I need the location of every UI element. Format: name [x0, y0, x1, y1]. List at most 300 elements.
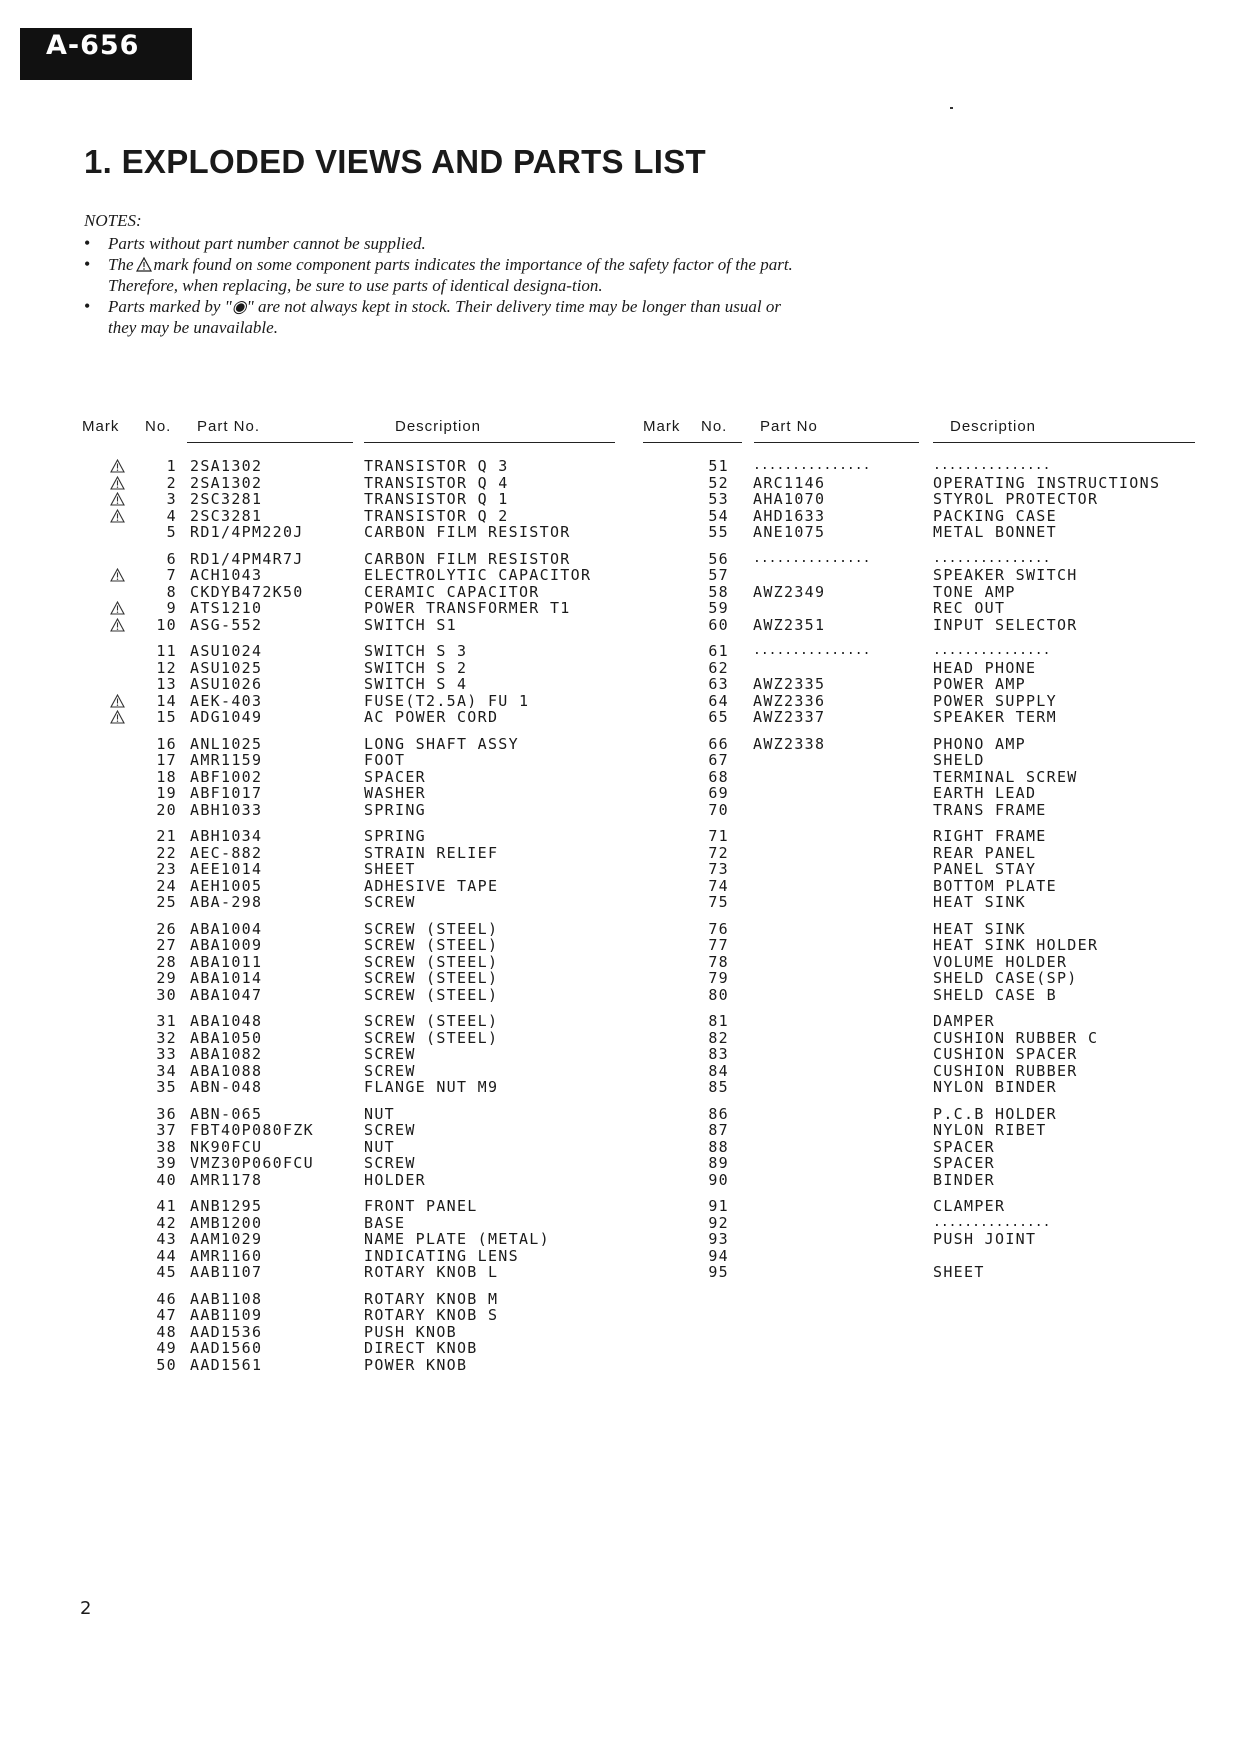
part-number: ABN-048	[190, 1078, 263, 1096]
part-number: AAD1536	[190, 1322, 263, 1341]
table-row	[643, 1155, 1195, 1172]
part-number: AWZ2337	[753, 708, 826, 726]
part-item-number: 77	[708, 936, 729, 954]
row-group	[643, 458, 1195, 541]
part-item-number: 46	[156, 1289, 177, 1308]
part-number: AEC-882	[190, 843, 263, 862]
part-description: PHONO AMP	[933, 734, 1026, 753]
part-item-number: 22	[156, 843, 177, 862]
table-row	[82, 491, 615, 508]
part-item-number: 52	[708, 473, 729, 492]
part-number: ANE1075	[753, 523, 826, 541]
table-row	[643, 491, 1195, 508]
part-description: EARTH LEAD	[933, 784, 1037, 802]
part-description: DIRECT KNOB	[364, 1339, 478, 1357]
part-number: 2SC3281	[190, 490, 263, 508]
part-number: ABA1047	[190, 985, 263, 1004]
part-item-number: 80	[708, 985, 729, 1004]
part-description: SWITCH S 4	[364, 675, 468, 693]
header-rule	[754, 442, 919, 443]
part-item-number: 67	[708, 751, 729, 769]
table-row	[82, 1172, 615, 1189]
parts-table-left	[82, 418, 615, 1383]
part-item-number: 94	[708, 1246, 729, 1265]
part-number: ...............	[753, 643, 871, 658]
table-row	[82, 1063, 615, 1080]
part-number: AWZ2335	[753, 675, 826, 693]
part-description: REAR PANEL	[933, 843, 1037, 862]
part-description: NYLON RIBET	[933, 1121, 1047, 1139]
header-no: No.	[145, 418, 172, 435]
row-group	[82, 1291, 615, 1374]
part-item-number: 81	[708, 1012, 729, 1030]
row-group	[643, 736, 1195, 819]
part-number: AAB1109	[190, 1306, 263, 1324]
note-text: Parts marked by "◉" are not always kept in stock. Their delivery time may be longer than usual or they may be unavailable.	[108, 297, 781, 337]
table-row	[643, 861, 1195, 878]
part-number: NK90FCU	[190, 1137, 263, 1156]
table-row	[643, 617, 1195, 634]
part-item-number: 5	[166, 523, 177, 541]
table-row	[643, 584, 1195, 601]
part-item-number: 21	[156, 827, 177, 845]
part-description: AC POWER CORD	[364, 708, 499, 726]
part-description: CERAMIC CAPACITOR	[364, 582, 540, 601]
table-row	[643, 475, 1195, 492]
part-number: AHD1633	[753, 506, 826, 525]
part-description: DAMPER	[933, 1012, 995, 1030]
part-number: AAB1108	[190, 1289, 263, 1308]
part-item-number: 16	[156, 734, 177, 753]
table-row	[643, 567, 1195, 584]
table-row	[643, 954, 1195, 971]
row-group	[643, 1198, 1195, 1281]
part-description: SHEET	[364, 860, 416, 878]
part-number: ABA-298	[190, 893, 263, 911]
part-description: ELECTROLYTIC CAPACITOR	[364, 566, 592, 584]
table-row	[643, 508, 1195, 525]
part-item-number: 7	[166, 566, 177, 584]
notes-list	[84, 233, 804, 338]
part-number: AHA1070	[753, 490, 826, 508]
table-row	[82, 987, 615, 1004]
row-group	[82, 458, 615, 541]
part-description: SCREW	[364, 893, 416, 911]
part-item-number: 30	[156, 985, 177, 1004]
table-row	[643, 845, 1195, 862]
part-description: INPUT SELECTOR	[933, 615, 1078, 634]
table-row	[82, 1079, 615, 1096]
table-row	[643, 769, 1195, 786]
part-item-number: 69	[708, 784, 729, 802]
part-description: CARBON FILM RESISTOR	[364, 549, 571, 568]
table-row	[643, 894, 1195, 911]
part-item-number: 53	[708, 490, 729, 508]
page-title: 1. EXPLODED VIEWS AND PARTS LIST	[84, 143, 707, 180]
notes-heading: NOTES:	[84, 211, 142, 230]
part-description: CUSHION RUBBER C	[933, 1028, 1099, 1047]
table-header-right	[643, 418, 1195, 442]
part-item-number: 74	[708, 876, 729, 895]
part-item-number: 92	[708, 1213, 729, 1232]
part-number: ABA1082	[190, 1045, 263, 1063]
part-description: FLANGE NUT M9	[364, 1078, 499, 1096]
part-description: SHELD CASE B	[933, 985, 1057, 1004]
header-no: No.	[701, 418, 728, 435]
table-row	[82, 769, 615, 786]
part-description: NYLON BINDER	[933, 1078, 1057, 1096]
table-row	[82, 845, 615, 862]
table-row	[643, 709, 1195, 726]
part-item-number: 79	[708, 969, 729, 987]
note-text: The	[108, 255, 134, 274]
part-item-number: 57	[708, 566, 729, 584]
table-row	[82, 1046, 615, 1063]
table-row	[643, 660, 1195, 677]
row-group	[82, 643, 615, 726]
table-row	[82, 970, 615, 987]
part-number: VMZ30P060FCU	[190, 1154, 314, 1172]
part-item-number: 72	[708, 843, 729, 862]
table-row	[643, 1215, 1195, 1232]
part-description: ...............	[933, 1214, 1051, 1230]
table-row	[82, 643, 615, 660]
table-row	[82, 617, 615, 634]
part-number: ABA1009	[190, 936, 263, 954]
part-description: RIGHT FRAME	[933, 827, 1047, 845]
model-badge	[20, 28, 192, 80]
part-item-number: 51	[708, 457, 729, 475]
part-description: SCREW	[364, 1121, 416, 1139]
part-item-number: 9	[166, 599, 177, 617]
part-description: POWER TRANSFORMER T1	[364, 599, 571, 617]
table-row	[82, 861, 615, 878]
safety-triangle-icon	[110, 617, 125, 632]
part-item-number: 2	[166, 473, 177, 492]
table-row	[82, 660, 615, 677]
table-row	[82, 1139, 615, 1156]
part-item-number: 75	[708, 893, 729, 911]
part-item-number: 13	[156, 675, 177, 693]
part-item-number: 83	[708, 1045, 729, 1063]
safety-triangle-icon	[110, 475, 125, 490]
row-group	[643, 1013, 1195, 1096]
row-group	[643, 921, 1195, 1004]
part-item-number: 23	[156, 860, 177, 878]
part-description: TRANSISTOR Q 1	[364, 490, 509, 508]
part-description: FUSE(T2.5A) FU 1	[364, 691, 530, 710]
part-item-number: 39	[156, 1154, 177, 1172]
table-row	[643, 1139, 1195, 1156]
table-row	[643, 752, 1195, 769]
part-description: CLAMPER	[933, 1197, 1006, 1215]
part-description: SPACER	[364, 767, 426, 786]
table-row	[82, 802, 615, 819]
part-description: SCREW (STEEL)	[364, 919, 499, 938]
part-item-number: 29	[156, 969, 177, 987]
header-part-no: Part No.	[197, 418, 261, 435]
part-number: ABF1017	[190, 784, 263, 802]
part-number: ABA1004	[190, 919, 263, 938]
part-number: FBT40P080FZK	[190, 1121, 314, 1139]
part-item-number: 60	[708, 615, 729, 634]
table-row	[82, 1307, 615, 1324]
part-description: ...............	[933, 550, 1051, 566]
model-badge-text: A-656	[46, 30, 140, 61]
part-description: SWITCH S 2	[364, 658, 468, 677]
part-number: RD1/4PM220J	[190, 523, 304, 541]
part-item-number: 54	[708, 506, 729, 525]
part-item-number: 88	[708, 1137, 729, 1156]
table-row	[643, 1030, 1195, 1047]
part-description: TONE AMP	[933, 582, 1016, 601]
row-group	[82, 921, 615, 1004]
part-description: SHELD CASE(SP)	[933, 969, 1078, 987]
part-number: ANL1025	[190, 734, 263, 753]
table-row	[82, 1357, 615, 1374]
table-row	[643, 1046, 1195, 1063]
part-number: AAD1560	[190, 1339, 263, 1357]
table-row	[82, 508, 615, 525]
row-group	[82, 1106, 615, 1189]
part-description: REC OUT	[933, 599, 1006, 617]
part-description: PANEL STAY	[933, 860, 1037, 878]
table-row	[643, 736, 1195, 753]
header-description: Description	[950, 418, 1037, 435]
part-item-number: 91	[708, 1197, 729, 1215]
part-item-number: 31	[156, 1012, 177, 1030]
safety-triangle-icon	[110, 709, 125, 724]
part-number: ABA1088	[190, 1061, 263, 1080]
table-row	[643, 1079, 1195, 1096]
part-item-number: 89	[708, 1154, 729, 1172]
part-description: HEAT SINK	[933, 919, 1026, 938]
table-row	[643, 643, 1195, 660]
table-row	[643, 693, 1195, 710]
table-row	[82, 1106, 615, 1123]
part-description: SWITCH S1	[364, 615, 457, 634]
part-description: NUT	[364, 1104, 395, 1123]
part-item-number: 82	[708, 1028, 729, 1047]
table-body-left	[82, 442, 615, 1373]
part-description: ADHESIVE TAPE	[364, 876, 499, 895]
part-description: ...............	[933, 458, 1051, 473]
part-number: ABA1011	[190, 952, 263, 971]
part-number: 2SC3281	[190, 506, 263, 525]
part-number: ...............	[753, 458, 871, 473]
part-description: ROTARY KNOB M	[364, 1289, 499, 1308]
part-number: ABF1002	[190, 767, 263, 786]
part-description: SWITCH S 3	[364, 642, 468, 660]
part-description: SPEAKER TERM	[933, 708, 1057, 726]
part-description: LONG SHAFT ASSY	[364, 734, 519, 753]
note-item	[84, 254, 804, 296]
part-description: POWER KNOB	[364, 1355, 468, 1374]
part-number: ASG-552	[190, 615, 263, 634]
part-item-number: 56	[708, 549, 729, 568]
table-row	[82, 878, 615, 895]
part-description: PUSH KNOB	[364, 1322, 457, 1341]
part-item-number: 87	[708, 1121, 729, 1139]
part-description: OPERATING INSTRUCTIONS	[933, 473, 1161, 492]
table-row	[82, 693, 615, 710]
part-description: STRAIN RELIEF	[364, 843, 499, 862]
table-row	[82, 567, 615, 584]
table-row	[82, 524, 615, 541]
part-item-number: 42	[156, 1213, 177, 1232]
part-number: RD1/4PM4R7J	[190, 549, 304, 568]
table-row	[82, 752, 615, 769]
part-number: ASU1025	[190, 658, 263, 677]
table-row	[643, 828, 1195, 845]
table-row	[643, 1122, 1195, 1139]
part-description: BASE	[364, 1213, 406, 1232]
part-number: ATS1210	[190, 599, 263, 617]
part-item-number: 43	[156, 1230, 177, 1248]
part-item-number: 15	[156, 708, 177, 726]
header-mark: Mark	[82, 418, 120, 435]
row-group	[643, 828, 1195, 911]
table-row	[82, 1291, 615, 1308]
part-description: ...............	[933, 643, 1051, 658]
table-row	[82, 954, 615, 971]
part-item-number: 32	[156, 1028, 177, 1047]
table-row	[643, 970, 1195, 987]
part-item-number: 41	[156, 1197, 177, 1215]
table-row	[643, 1172, 1195, 1189]
part-item-number: 6	[166, 549, 177, 568]
table-row	[643, 878, 1195, 895]
safety-triangle-icon	[110, 693, 125, 708]
part-item-number: 19	[156, 784, 177, 802]
part-description: STYROL PROTECTOR	[933, 490, 1099, 508]
part-number: AMR1159	[190, 751, 263, 769]
part-description: INDICATING LENS	[364, 1246, 519, 1265]
part-number: AEK-403	[190, 691, 263, 710]
table-body-right	[643, 442, 1195, 1281]
part-description: BINDER	[933, 1170, 995, 1189]
part-item-number: 34	[156, 1061, 177, 1080]
part-number: ASU1026	[190, 675, 263, 693]
table-row	[643, 921, 1195, 938]
part-description: SPACER	[933, 1137, 995, 1156]
part-item-number: 47	[156, 1306, 177, 1324]
safety-triangle-icon	[110, 491, 125, 506]
part-number: ...............	[753, 550, 871, 566]
table-row	[82, 709, 615, 726]
part-description: BOTTOM PLATE	[933, 876, 1057, 895]
part-description: SHELD	[933, 751, 985, 769]
part-description: SCREW (STEEL)	[364, 936, 499, 954]
row-group	[82, 551, 615, 634]
part-item-number: 44	[156, 1246, 177, 1265]
part-number: AMB1200	[190, 1213, 263, 1232]
table-row	[82, 894, 615, 911]
part-item-number: 61	[708, 642, 729, 660]
table-row	[82, 1340, 615, 1357]
part-description: P.C.B HOLDER	[933, 1104, 1057, 1123]
safety-triangle-icon	[110, 567, 125, 582]
notes-section	[84, 210, 804, 338]
part-number: 2SA1302	[190, 473, 263, 492]
table-row	[82, 1324, 615, 1341]
part-description: TRANSISTOR Q 4	[364, 473, 509, 492]
part-item-number: 33	[156, 1045, 177, 1063]
part-item-number: 20	[156, 800, 177, 819]
part-item-number: 78	[708, 952, 729, 971]
part-description: ROTARY KNOB S	[364, 1306, 499, 1324]
header-description: Description	[395, 418, 482, 435]
table-row	[82, 1231, 615, 1248]
table-row	[82, 1215, 615, 1232]
note-text: mark found on some component parts indicates the importance of the safety factor of the part. Therefore, when replacing, be sure to use parts of identical designa-tion.	[108, 255, 793, 295]
table-row	[82, 1264, 615, 1281]
part-number: ABA1014	[190, 969, 263, 987]
part-description: CUSHION RUBBER	[933, 1061, 1078, 1080]
part-number: AEE1014	[190, 860, 263, 878]
header-rule	[187, 442, 353, 443]
table-header-left	[82, 418, 615, 442]
part-number: AWZ2338	[753, 734, 826, 753]
part-item-number: 76	[708, 919, 729, 938]
part-description: SHEET	[933, 1263, 985, 1281]
part-item-number: 85	[708, 1078, 729, 1096]
part-description: SCREW (STEEL)	[364, 1012, 499, 1030]
part-item-number: 11	[156, 642, 177, 660]
part-number: AAD1561	[190, 1355, 263, 1374]
part-description: CUSHION SPACER	[933, 1045, 1078, 1063]
part-item-number: 10	[156, 615, 177, 634]
table-row	[82, 1030, 615, 1047]
part-item-number: 1	[166, 457, 177, 475]
part-description: TRANSISTOR Q 3	[364, 457, 509, 475]
part-number: ABH1033	[190, 800, 263, 819]
safety-triangle-icon	[136, 257, 152, 272]
table-row	[82, 600, 615, 617]
part-number: AWZ2349	[753, 582, 826, 601]
table-row	[82, 736, 615, 753]
part-number: ARC1146	[753, 473, 826, 492]
part-description: NUT	[364, 1137, 395, 1156]
part-description: POWER AMP	[933, 675, 1026, 693]
part-item-number: 95	[708, 1263, 729, 1281]
page-number: 2	[80, 1598, 92, 1619]
header-rule	[364, 442, 615, 443]
part-number: AWZ2336	[753, 691, 826, 710]
part-description: SCREW (STEEL)	[364, 969, 499, 987]
table-row	[82, 785, 615, 802]
part-number: ANB1295	[190, 1197, 263, 1215]
table-row	[643, 1013, 1195, 1030]
table-row	[643, 676, 1195, 693]
table-row	[643, 1248, 1195, 1265]
part-item-number: 86	[708, 1104, 729, 1123]
safety-triangle-icon	[110, 458, 125, 473]
table-row	[643, 802, 1195, 819]
part-item-number: 37	[156, 1121, 177, 1139]
header-mark: Mark	[643, 418, 681, 435]
part-number: ABH1034	[190, 827, 263, 845]
note-text: Parts without part number cannot be supplied.	[108, 234, 426, 253]
table-row	[82, 458, 615, 475]
part-item-number: 45	[156, 1263, 177, 1281]
table-row	[82, 1198, 615, 1215]
part-item-number: 24	[156, 876, 177, 895]
part-item-number: 3	[166, 490, 177, 508]
part-item-number: 12	[156, 658, 177, 677]
safety-triangle-icon	[110, 600, 125, 615]
table-row	[643, 785, 1195, 802]
